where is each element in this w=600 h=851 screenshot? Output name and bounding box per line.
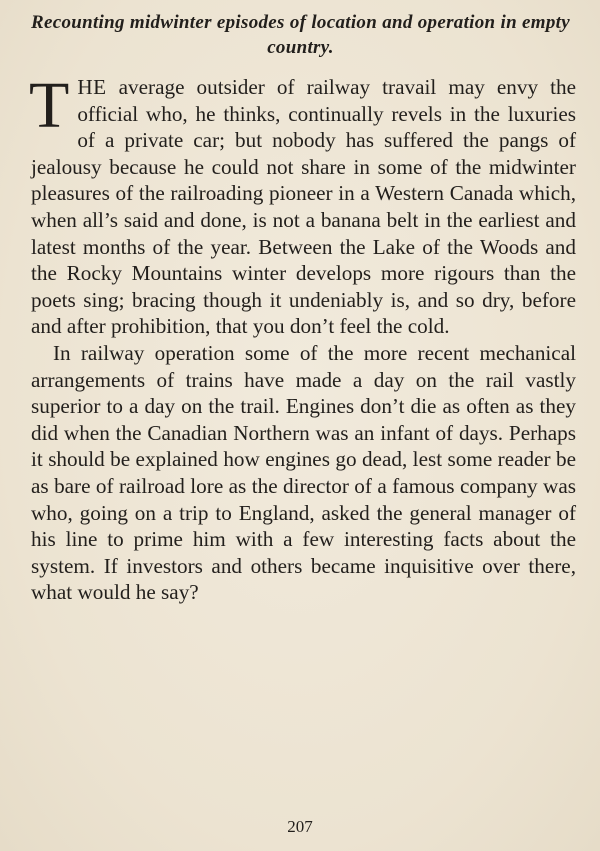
- page-number: 207: [287, 817, 313, 836]
- drop-cap: T: [29, 69, 70, 142]
- opening-caps: HE: [77, 75, 107, 99]
- paragraph-2: In railway operation some of the more recent mechanical arrangements of trains have made a day on the rail vastly superior to a day on the trail. Engines don’t die as often as they did when the Canadian Northern was an infant of days. Perhaps it should be explained how engines go dead, lest some reader be as bare of railroad lore as the director of a famous company was who, going on a trip to England, asked the general manager of his line to prime him with a few interesting facts about the system. If investors and others became inquisitive over there, what would he say?: [31, 340, 576, 605]
- paragraph-1: [29, 69, 576, 340]
- body-text: [29, 69, 576, 606]
- paragraph-1-text: average outsider of railway travail may envy the official who, he thinks, continually revels in the luxuries of a private car; but nobody has suffered the pangs of jealousy because he could not share in some of the midwinter pleasures of the railroading pioneer in a Western Canada which, when all’s said and done, is not a banana belt in the earliest and latest months of the year. Between the Lake of the Woods and the Rocky Mountains winter develops more rigours than the poets sing; bracing though it undeniably is, and so dry, before and after prohibition, that you don’t feel the cold.: [31, 75, 576, 339]
- chapter-subtitle: Recounting midwinter episodes of location and operation in empty country.: [31, 12, 570, 58]
